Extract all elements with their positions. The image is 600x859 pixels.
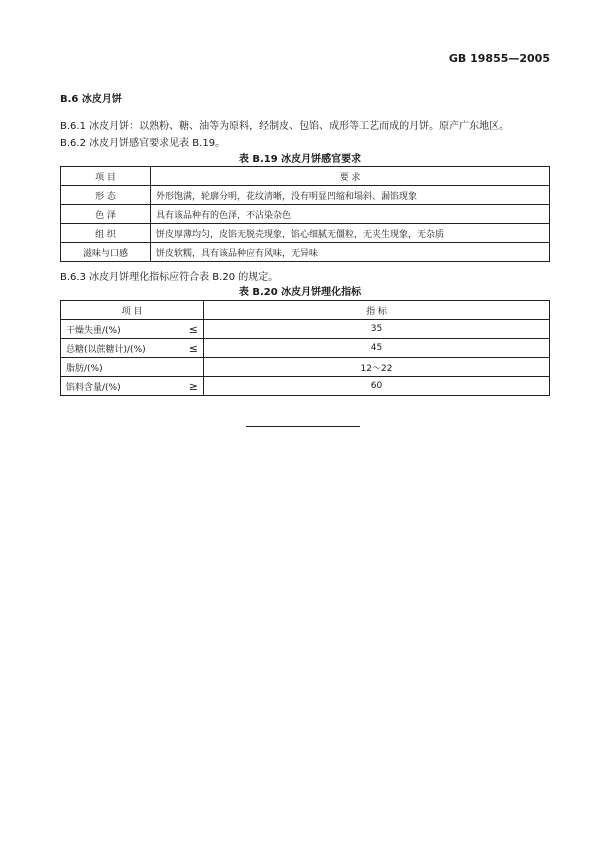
table-b19 [60,166,550,262]
table-row [61,205,550,224]
paragraph-b61: B.6.1 冰皮月饼：以熟粉、糖、油等为原料，经制皮、包馅、成形等工艺而成的月饼。原产广东地区。 [60,121,510,132]
table-row [61,224,550,243]
header-requirement: 要 求 [151,167,550,186]
row-value: 45 [204,339,550,358]
table-row [61,243,550,262]
row-requirement: 外形饱满，轮廓分明，花纹清晰，没有明显凹缩和塌斜、漏馅现象 [151,186,550,205]
row-symbol: ≤ [181,320,204,339]
end-rule [246,426,360,427]
table-row [61,377,550,396]
row-item: 脂肪/(%) [61,358,181,377]
row-item: 滋味与口感 [61,243,151,262]
row-requirement: 饼皮软糯，具有该品种应有风味，无异味 [151,243,550,262]
table-row [61,320,550,339]
paragraph-b62: B.6.2 冰皮月饼感官要求见表 B.19。 [60,138,226,149]
row-item: 干燥失重/(%) [61,320,181,339]
table-b20 [60,300,550,396]
row-value: 60 [204,377,550,396]
table-row [61,358,550,377]
table-b19-caption: 表 B.19 冰皮月饼感官要求 [238,154,362,165]
row-symbol: ≤ [181,339,204,358]
header-index: 指 标 [204,301,550,320]
row-symbol: ≥ [181,377,204,396]
row-requirement: 饼皮厚薄均匀，皮馅无脱壳现象，馅心细腻无僵粒，无夹生现象，无杂质 [151,224,550,243]
row-value: 35 [204,320,550,339]
header-item: 项 目 [61,301,204,320]
header-item: 项 目 [61,167,151,186]
paragraph-b63: B.6.3 冰皮月饼理化指标应符合表 B.20 的规定。 [60,272,279,283]
table-row [61,186,550,205]
row-requirement: 具有该品种有的色泽，不沾染杂色 [151,205,550,224]
table-header-row [61,167,550,186]
row-value: 12～22 [204,358,550,377]
row-item: 组 织 [61,224,151,243]
section-title: B.6 冰皮月饼 [60,94,122,105]
row-item: 馅料含量/(%) [61,377,181,396]
table-header-row [61,301,550,320]
standard-number: GB 19855—2005 [448,52,550,65]
row-item: 总糖(以蔗糖计)/(%) [61,339,181,358]
row-item: 色 泽 [61,205,151,224]
row-item: 形 态 [61,186,151,205]
table-row [61,339,550,358]
row-symbol [181,358,204,377]
table-b20-caption: 表 B.20 冰皮月饼理化指标 [238,287,362,298]
